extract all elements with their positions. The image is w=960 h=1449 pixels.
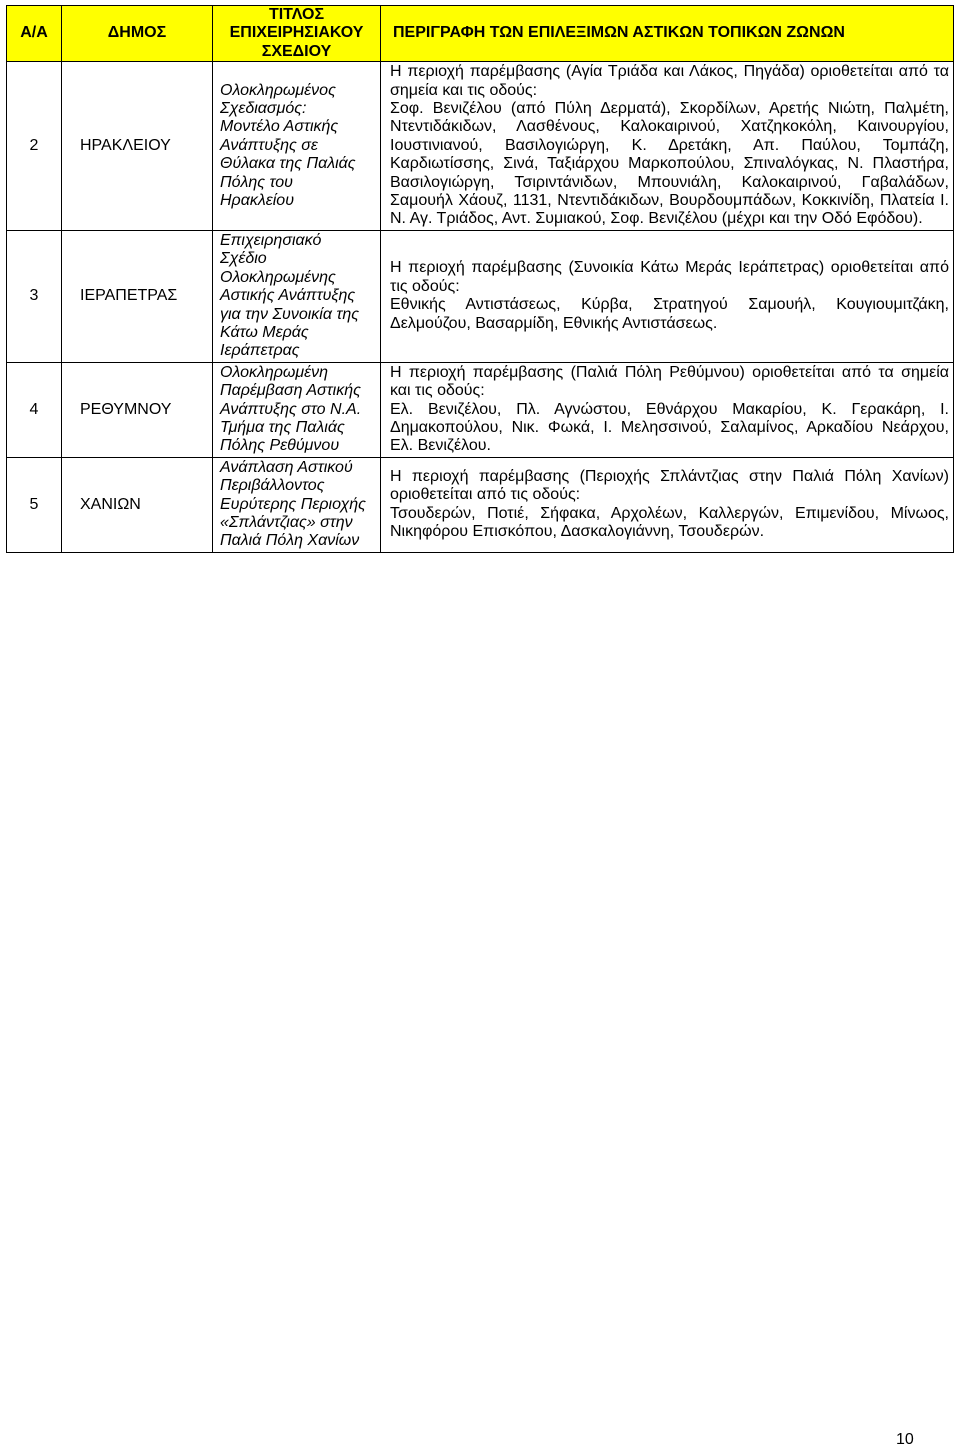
plan-title-line: Κάτω Μεράς [220,323,309,341]
description-line: Βασιλογιώργη, Τσιριντάνιδων, Μπουνιάλη, Καλοκαιρινού, Γαβαλάδων, [390,173,949,191]
plan-title-line: Ηρακλείου [220,192,294,210]
plan-title-line: «Σπλάντζιας» στην [220,513,353,531]
description-line: Η περιοχή παρέμβασης (Περιοχής Σπλάντζιας στην Παλιά Πόλη Χανίων) [390,467,949,485]
zone-description-cell [381,362,954,457]
plan-title-line: Ολοκληρωμένης [220,268,336,286]
description-line: Ν. Αγ. Τριάδος, Αντ. Συμιακού, Σοφ. Βενιζέλου (μέχρι και την Οδό Εφόδου). [390,210,923,228]
plan-title-line: Σχέδιο [220,250,267,268]
plan-title-line: για την Συνοικία της [220,305,360,323]
header-municipality: ΔΗΜΟΣ [62,6,213,62]
description-paragraph [390,468,949,505]
description-line: Ντεντιδάκιδων, Λασθένους, Καλοκαιρινού, Χατζηκοκόλη, Καινουργίου, [390,118,949,136]
plan-title-line: Ολοκληρωμένη [220,363,329,381]
description-line: Καρδιωτίσσης, Σινά, Ταξιάρχου Μαρκοπούλου, Σπιναλόγκας, Ν. Πλαστήρα, [390,155,949,173]
zone-description-cell [381,457,954,552]
row-index: 4 [7,362,62,457]
plan-title-line: Σχεδιασμός: [220,100,307,118]
description-line: σημεία και τις οδούς: [390,81,538,99]
header-plan-title-line: ΕΠΙΧΕΙΡΗΣΙΑΚΟΥ [229,24,364,42]
description-line: Νικηφόρου Επισκόπου, Δασκαλογιάννη, Τσουδερών. [390,523,765,541]
municipality-cell: ΙΕΡΑΠΕΤΡΑΣ [62,230,213,362]
header-zone-description: ΠΕΡΙΓΡΑΦΗ ΤΩΝ ΕΠΙΛΕΞΙΜΩΝ ΑΣΤΙΚΩΝ ΤΟΠΙΚΩΝ ΖΩΝΩΝ [381,6,954,62]
plan-title-cell [213,230,381,362]
plan-title-line: Ευρύτερης Περιοχής [220,495,366,513]
description-paragraph [390,364,949,401]
description-line: Εθνικής Αντιστάσεως, Κύρβα, Στρατηγού Σαμουήλ, Κουγιουμιτζάκη, [390,296,949,314]
row-index: 3 [7,230,62,362]
plan-title-line: Ανάπτυξης στο Ν.Α. [220,400,362,418]
table-row [7,362,954,457]
description-line: Σοφ. Βενιζέλου (από Πύλη Δερματά), Σκορδίλων, Αρετής Νιώτη, Παλμέτη, [390,100,949,118]
plan-title-line: Ολοκληρωμένος [220,81,336,99]
plan-title-line: Ανάπτυξης σε [220,136,318,154]
plan-title-cell [213,62,381,231]
plan-title-line: Τμήμα της Παλιάς [220,418,345,436]
plan-title-line: Περιβάλλοντος [220,477,325,495]
description-paragraph [390,63,949,100]
description-line: Δημακοπούλου, Νικ. Φωκά, Ι. Μελησσινού, Σαλαμίνος, Αρκαδίου Νεάρχου, [390,418,949,436]
description-line: Η περιοχή παρέμβασης (Αγία Τριάδα και Λάκος, Πηγάδα) οριοθετείται από τα [390,63,949,81]
table-row [7,62,954,231]
row-index: 2 [7,62,62,231]
table-row [7,230,954,362]
description-paragraph [390,259,949,296]
description-paragraph [390,401,949,456]
description-line: τις οδούς: [390,277,460,295]
description-line: Η περιοχή παρέμβασης (Συνοικία Κάτω Μεράς Ιεράπετρας) οριοθετείται από [390,259,949,277]
description-line: Η περιοχή παρέμβασης (Παλιά Πόλη Ρεθύμνου) οριοθετείται από τα σημεία [390,363,949,381]
description-line: Τσουδερών, Ποτιέ, Σήφακα, Αρχολέων, Καλλεργών, Επιμενίδου, Μίνωος, [390,504,949,522]
description-paragraph [390,296,949,333]
description-line: και τις οδούς: [390,382,485,400]
table-row [7,457,954,552]
plan-title-line: Ανάπλαση Αστικού [220,458,353,476]
description-line: Ελ. Βενιζέλου. [390,437,491,455]
description-line: Σαμουήλ Χάουζ, 1131, Ντεντιδάκιδων, Βουρδουμπάδων, Κοκκινίδη, Πλατεία Ι. [390,192,949,210]
page-number: 10 [896,1431,914,1448]
plan-title-line: Πόλης του [220,173,293,191]
description-line: οριοθετείται από τις οδούς: [390,486,581,504]
municipality-cell: ΡΕΘΥΜΝΟΥ [62,362,213,457]
description-paragraph [390,505,949,542]
municipality-cell: ΧΑΝΙΩΝ [62,457,213,552]
plan-title-line: Αστικής Ανάπτυξης [220,287,356,305]
zone-description-cell [381,230,954,362]
description-line: Δελμούζου, Βασαρμίδη, Εθνικής Αντιστάσεως. [390,314,718,332]
description-line: Ιουστινιανού, Βασιλογιώργη, Κ. Δρετάκη, Απ. Παύλου, Τομπάζη, [390,136,949,154]
plan-title-cell [213,362,381,457]
header-index: Α/Α [7,6,62,62]
plan-title-line: Μοντέλο Αστικής [220,118,339,136]
urban-zones-table [6,5,954,553]
header-row [7,6,954,62]
plan-title-cell [213,457,381,552]
description-line: Ελ. Βενιζέλου, Πλ. Αγνώστου, Εθνάρχου Μακαρίου, Κ. Γερακάρη, Ι. [390,400,949,418]
plan-title-line: Θύλακα της Παλιάς [220,155,356,173]
plan-title-line: Ιεράπετρας [220,342,300,360]
header-plan-title-line: ΤΙΤΛΟΣ [268,6,325,23]
zone-description-cell [381,62,954,231]
plan-title-line: Παλιά Πόλη Χανίων [220,532,360,550]
header-plan-title-line: ΣΧΕΔΙΟΥ [261,42,332,60]
row-index: 5 [7,457,62,552]
plan-title-line: Επιχειρησιακό [220,231,322,249]
municipality-cell: ΗΡΑΚΛΕΙΟΥ [62,62,213,231]
plan-title-line: Πόλης Ρεθύμνου [220,437,340,455]
plan-title-line: Παρέμβαση Αστικής [220,382,361,400]
description-paragraph [390,100,949,229]
header-plan-title [213,6,381,62]
